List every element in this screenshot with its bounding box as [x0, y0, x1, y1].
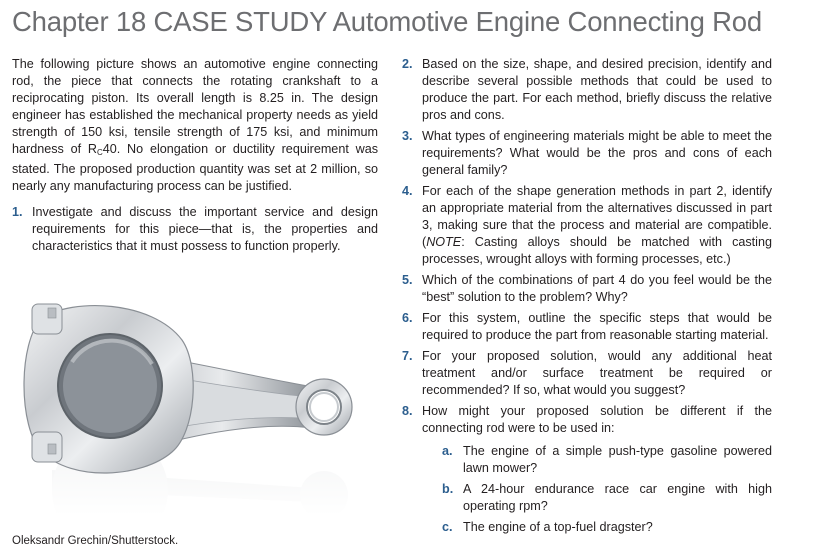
sub-question-text: The engine of a top-fuel dragster?	[463, 520, 653, 534]
question-number: 3.	[402, 129, 413, 143]
intro-text-1: The following picture shows an automotive engine connecting rod, the piece that connects the rotating crankshaft to a reciprocating piston. Its overall length is 8.25 in. The design engineer has established the mechanical property needs as yield strength of 150 ksi, tensile strength of 175 ksi, and minimum hardness of R	[12, 57, 378, 156]
question-list	[402, 56, 772, 540]
question-3	[402, 128, 772, 179]
sub-question-label: a.	[442, 444, 453, 458]
sub-question-label: b.	[442, 482, 454, 496]
sub-question-label: c.	[442, 520, 453, 534]
page-title: Chapter 18 CASE STUDY Automotive Engine Connecting Rod	[12, 6, 762, 37]
sub-question-a	[442, 443, 772, 477]
question-6	[402, 310, 772, 344]
question-text: How might your proposed solution be different if the connecting rod were to be used in:	[422, 404, 772, 435]
question-text: For this system, outline the specific steps that would be required to produce the part from reasonable starting material.	[422, 311, 772, 342]
question-number: 8.	[402, 404, 413, 418]
connecting-rod-photo	[12, 282, 378, 516]
question-7	[402, 348, 772, 399]
question-5	[402, 272, 772, 306]
question-text: Which of the combinations of part 4 do you feel would be the “best” solution to the problem? Why?	[422, 273, 772, 304]
note-label: NOTE	[426, 235, 462, 249]
question-number: 2.	[402, 57, 413, 71]
question-text: Investigate and discuss the important service and design requirements for this piece—that is, the properties and characteristics that it must possess to function properly.	[32, 205, 378, 253]
sub-question-list	[422, 443, 772, 536]
question-text: Based on the size, shape, and desired precision, identify and describe several possible methods that could be used to produce the part. For each method, briefly discuss the relative pros and cons.	[422, 57, 772, 122]
sub-question-b	[442, 481, 772, 515]
question-text: For your proposed solution, would any additional heat treatment and/or surface treatment be required or recommended? If so, what would you suggest?	[422, 349, 772, 397]
intro-paragraph	[12, 56, 378, 195]
question-text: For each of the shape generation methods in part 2, identify an appropriate material from the alternatives discussed in part 3, making sure that the process and material are compatible. (	[422, 184, 772, 249]
question-text: What types of engineering materials might be able to meet the requirements? What would be the pros and cons of each general family?	[422, 129, 772, 177]
question-number: 5.	[402, 273, 413, 287]
question-4	[402, 183, 772, 268]
photo-credit: Oleksandr Grechin/Shutterstock.	[12, 535, 179, 547]
sub-question-text: The engine of a simple push-type gasoline powered lawn mower?	[463, 444, 772, 475]
question-number: 6.	[402, 311, 413, 325]
intro-text-2: 40. No elongation or ductility requirement was stated. The proposed production quantity was set at 2 million, so nearly any manufacturing process can be justified.	[12, 142, 378, 193]
question-2	[402, 56, 772, 124]
question-1	[12, 204, 378, 259]
hardness-subscript: C	[96, 148, 103, 157]
sub-question-c	[442, 519, 772, 536]
question-number: 7.	[402, 349, 413, 363]
question-8	[402, 403, 772, 536]
question-number: 1.	[12, 205, 23, 219]
question-text-cont: : Casting alloys should be matched with casting processes, wrought alloys with forming processes, etc.)	[422, 235, 772, 266]
sub-question-text: A 24-hour endurance race car engine with high operating rpm?	[463, 482, 772, 513]
question-number: 4.	[402, 184, 413, 198]
